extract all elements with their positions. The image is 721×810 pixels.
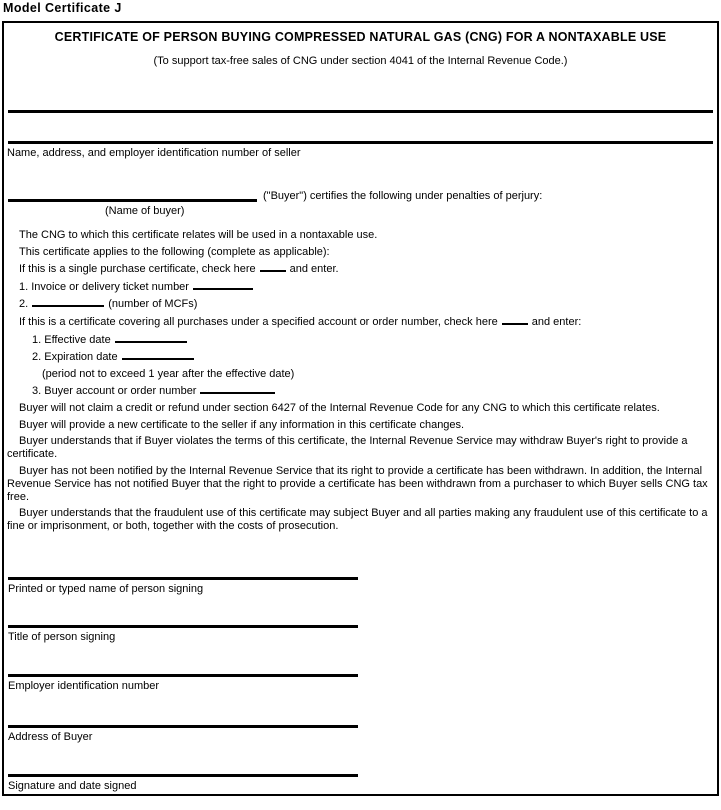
signature-write-line[interactable] — [8, 577, 358, 580]
body-line: Buyer will provide a new certificate to the seller if any information in this certificate changes. — [19, 418, 465, 431]
signature-field — [8, 625, 358, 643]
body-line: (period not to exceed 1 year after the effective date) — [42, 367, 295, 380]
certificate-body-text — [4, 229, 715, 537]
signature-field — [8, 725, 358, 743]
signature-write-line[interactable] — [8, 674, 358, 677]
signature-field-label: Printed or typed name of person signing — [8, 582, 204, 595]
number-of-mcfs-blank[interactable] — [32, 297, 104, 307]
signature-field — [8, 674, 358, 692]
body-line: Buyer will not claim a credit or refund under section 6427 of the Internal Revenue Code for any CNG to which this certificate relates. — [19, 401, 660, 414]
body-line: If this is a single purchase certificate, check here and enter. — [19, 263, 339, 276]
signature-field-label: Title of person signing — [8, 630, 116, 643]
signature-write-line[interactable] — [8, 774, 358, 777]
signature-field-label: Signature and date signed — [8, 779, 137, 792]
body-line: This certificate applies to the following (complete as applicable): — [19, 245, 330, 258]
perjury-statement: ("Buyer") certifies the following under penalties of perjury: — [263, 190, 543, 202]
effective-date-blank[interactable] — [115, 333, 187, 343]
body-line: 2. Expiration date — [32, 350, 715, 364]
page-title: Model Certificate J — [3, 1, 122, 15]
buyer-name-line[interactable] — [8, 199, 257, 202]
body-line: 3. Buyer account or order number — [32, 384, 715, 398]
seller-info-line-1[interactable] — [8, 110, 713, 113]
all-purchases-check-blank[interactable] — [502, 315, 528, 325]
buyer-name-caption: (Name of buyer) — [105, 205, 185, 217]
body-line: Buyer has not been notified by the Internal Revenue Service that its right to provide a certificate has been withdrawn. In addition, the Internal Revenue Service has not notified Buyer that the right to provide a certificate has been withdrawn from a purchaser to which Buyer sells CNG tax free. — [7, 464, 708, 503]
certificate-subheading: (To support tax-free sales of CNG under section 4041 of the Internal Revenue Code.) — [153, 55, 568, 67]
expiration-date-blank[interactable] — [122, 350, 194, 360]
seller-info-label: Name, address, and employer identification number of seller — [7, 147, 301, 159]
signature-field — [8, 577, 358, 595]
signature-field — [8, 774, 358, 792]
buyer-account-number-blank[interactable] — [200, 384, 275, 394]
invoice-ticket-number-blank[interactable] — [193, 280, 253, 290]
single-purchase-check-blank[interactable] — [260, 262, 286, 272]
signature-field-label: Employer identification number — [8, 679, 160, 692]
body-line: 2. (number of MCFs) — [19, 298, 198, 311]
seller-info-line-2[interactable] — [8, 141, 713, 144]
body-line: 1. Effective date — [32, 333, 715, 347]
signature-write-line[interactable] — [8, 625, 358, 628]
body-line: 1. Invoice or delivery ticket number — [19, 280, 715, 294]
body-line: Buyer understands that the fraudulent use of this certificate may subject Buyer and all parties making any fraudulent use of this certificate to a fine or imprisonment, or both, together with the costs of prosecution. — [7, 507, 708, 533]
certificate-box — [2, 21, 719, 796]
body-line: Buyer understands that if Buyer violates the terms of this certificate, the Internal Revenue Service may withdraw Buyer's right to provide a certificate. — [7, 435, 688, 461]
body-line: If this is a certificate covering all purchases under a specified account or order number, check here and enter: — [19, 315, 582, 328]
body-line: The CNG to which this certificate relates will be used in a nontaxable use. — [19, 229, 378, 241]
signature-write-line[interactable] — [8, 725, 358, 728]
certificate-heading: CERTIFICATE OF PERSON BUYING COMPRESSED NATURAL GAS (CNG) FOR A NONTAXABLE USE — [54, 30, 667, 44]
signature-field-label: Address of Buyer — [8, 730, 93, 743]
